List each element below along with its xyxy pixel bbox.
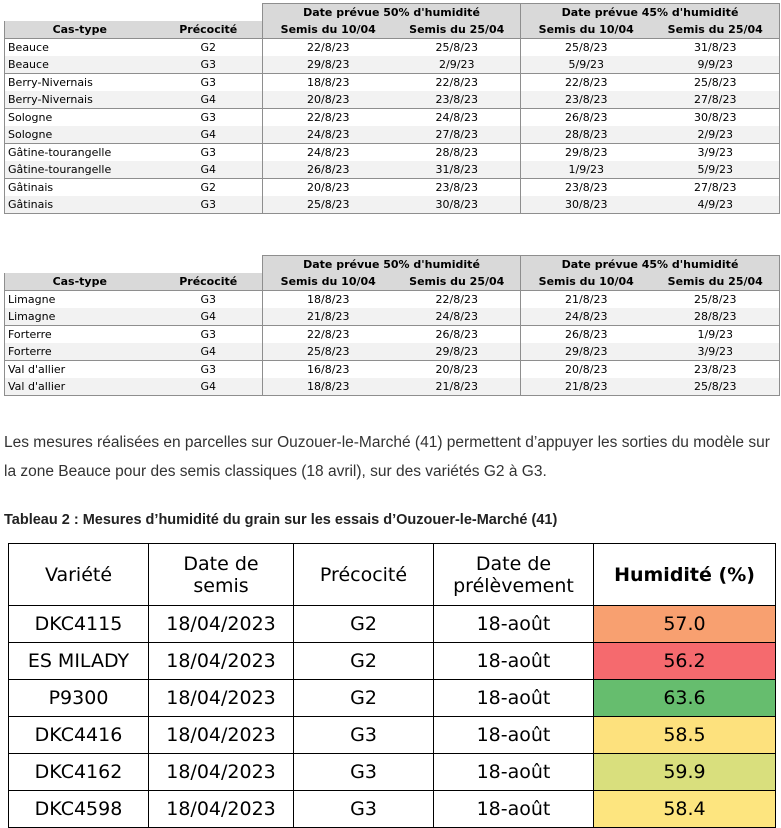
table-cell: G2: [155, 179, 263, 197]
table-cell: 2/9/23: [652, 126, 780, 144]
humidity-cell: 18/04/2023: [149, 754, 294, 791]
humidity-header: Humidité (%): [594, 544, 776, 606]
table-row: [5, 109, 780, 127]
table-cell: G3: [155, 109, 263, 127]
table-cell: Beauce: [5, 39, 155, 57]
humidity-cell: 18/04/2023: [149, 606, 294, 643]
table-cell: 30/8/23: [521, 196, 652, 214]
table-row: [5, 196, 780, 214]
table-cell: Sologne: [5, 109, 155, 127]
table-cell: G3: [155, 144, 263, 162]
table-cell: 29/8/23: [521, 144, 652, 162]
table-row: [5, 308, 780, 326]
table-cell: 26/8/23: [394, 326, 521, 344]
column-header: Précocité: [155, 273, 263, 291]
table-cell: Val d'allier: [5, 378, 155, 396]
table-row: [5, 39, 780, 57]
table-cell: 22/8/23: [263, 39, 394, 57]
table-cell: 27/8/23: [652, 91, 780, 109]
table-cell: 29/8/23: [521, 343, 652, 361]
humidity-cell: 18/04/2023: [149, 643, 294, 680]
table-cell: Gâtinais: [5, 179, 155, 197]
table-cell: 25/8/23: [652, 378, 780, 396]
table-cell: G4: [155, 126, 263, 144]
humidity-cell: 18-août: [434, 717, 594, 754]
table-row: [5, 144, 780, 162]
table-cell: 31/8/23: [394, 161, 521, 179]
table-row: [5, 91, 780, 109]
group-header-row: [5, 4, 780, 22]
humidity-cell: ES MILADY: [9, 643, 149, 680]
column-header: Cas-type: [5, 21, 155, 39]
humidity-row: [9, 717, 776, 754]
table-cell: Limagne: [5, 291, 155, 309]
forecast-table-1: [4, 3, 780, 214]
column-header: Précocité: [155, 21, 263, 39]
humidity-value: 58.4: [594, 791, 776, 828]
humidity-value: 59.9: [594, 754, 776, 791]
blank-cell: [5, 4, 263, 22]
table-cell: 20/8/23: [521, 361, 652, 379]
table-cell: 20/8/23: [394, 361, 521, 379]
table-cell: 27/8/23: [394, 126, 521, 144]
table-cell: Sologne: [5, 126, 155, 144]
forecast-table-2: [4, 255, 780, 396]
table-cell: G4: [155, 308, 263, 326]
table-cell: 3/9/23: [652, 343, 780, 361]
table-cell: 28/8/23: [394, 144, 521, 162]
table-cell: 21/8/23: [521, 291, 652, 309]
table-row: [5, 343, 780, 361]
table-cell: 24/8/23: [394, 109, 521, 127]
table-cell: G3: [155, 196, 263, 214]
column-header: Semis du 25/04: [652, 273, 780, 291]
table-caption: Tableau 2 : Mesures d’humidité du grain sur les essais d’Ouzouer-le-Marché (41): [4, 512, 558, 528]
table-cell: G4: [155, 378, 263, 396]
table-cell: 20/8/23: [263, 179, 394, 197]
humidity-cell: DKC4115: [9, 606, 149, 643]
humidity-cell: G2: [294, 680, 434, 717]
humidity-value: 57.0: [594, 606, 776, 643]
humidity-cell: 18/04/2023: [149, 791, 294, 828]
table-cell: 25/8/23: [263, 196, 394, 214]
body-paragraph: Les mesures réalisées en parcelles sur Ouzouer-le-Marché (41) permettent d’appuyer les sorties du modèle sur la zone Beauce pour des semis classiques (18 avril), sur des variétés G2 à G3.: [4, 434, 770, 480]
group-header: Date prévue 50% d'humidité: [263, 256, 521, 274]
column-header: Semis du 10/04: [521, 21, 652, 39]
column-header-row: [5, 273, 780, 291]
humidity-cell: 18-août: [434, 643, 594, 680]
humidity-table: [8, 543, 776, 828]
table-cell: Berry-Nivernais: [5, 91, 155, 109]
table-cell: G3: [155, 291, 263, 309]
table-cell: 21/8/23: [394, 378, 521, 396]
column-header: Semis du 25/04: [394, 21, 521, 39]
humidity-value: 56.2: [594, 643, 776, 680]
table-cell: 18/8/23: [263, 291, 394, 309]
humidity-cell: 18-août: [434, 680, 594, 717]
column-header: Cas-type: [5, 273, 155, 291]
humidity-cell: P9300: [9, 680, 149, 717]
table-cell: Gâtine-tourangelle: [5, 144, 155, 162]
humidity-cell: 18-août: [434, 754, 594, 791]
table-cell: 27/8/23: [652, 179, 780, 197]
table-cell: 25/8/23: [521, 39, 652, 57]
humidity-cell: 18-août: [434, 606, 594, 643]
table-cell: 28/8/23: [521, 126, 652, 144]
humidity-cell: 18/04/2023: [149, 717, 294, 754]
table-cell: 5/9/23: [652, 161, 780, 179]
table-cell: G2: [155, 39, 263, 57]
humidity-cell: DKC4416: [9, 717, 149, 754]
table-cell: 29/8/23: [394, 343, 521, 361]
group-header: Date prévue 45% d'humidité: [521, 256, 780, 274]
humidity-row: [9, 680, 776, 717]
table-row: [5, 56, 780, 74]
humidity-header: Précocité: [294, 544, 434, 606]
humidity-row: [9, 791, 776, 828]
table-cell: 24/8/23: [394, 308, 521, 326]
table-cell: 29/8/23: [263, 56, 394, 74]
table-cell: G3: [155, 56, 263, 74]
humidity-cell: G3: [294, 791, 434, 828]
table-cell: Forterre: [5, 326, 155, 344]
table-cell: 22/8/23: [521, 74, 652, 92]
table-cell: 22/8/23: [263, 326, 394, 344]
table-row: [5, 361, 780, 379]
table-cell: 25/8/23: [263, 343, 394, 361]
table-cell: G4: [155, 161, 263, 179]
table-row: [5, 326, 780, 344]
column-header: Semis du 10/04: [263, 21, 394, 39]
humidity-header: Variété: [9, 544, 149, 606]
table-cell: 23/8/23: [394, 179, 521, 197]
table-cell: Berry-Nivernais: [5, 74, 155, 92]
table-cell: 24/8/23: [263, 144, 394, 162]
table-cell: 5/9/23: [521, 56, 652, 74]
column-header: Semis du 10/04: [521, 273, 652, 291]
table-cell: 22/8/23: [394, 74, 521, 92]
table-cell: 21/8/23: [263, 308, 394, 326]
humidity-cell: 18/04/2023: [149, 680, 294, 717]
table-cell: 23/8/23: [521, 179, 652, 197]
table-row: [5, 291, 780, 309]
humidity-cell: DKC4598: [9, 791, 149, 828]
table-cell: 18/8/23: [263, 74, 394, 92]
humidity-cell: G3: [294, 717, 434, 754]
table-cell: 31/8/23: [652, 39, 780, 57]
table-cell: 22/8/23: [263, 109, 394, 127]
table-cell: 30/8/23: [394, 196, 521, 214]
table-row: [5, 179, 780, 197]
table-cell: 3/9/23: [652, 144, 780, 162]
humidity-cell: DKC4162: [9, 754, 149, 791]
humidity-value: 58.5: [594, 717, 776, 754]
humidity-header: Date de prélèvement: [434, 544, 594, 606]
table-cell: 25/8/23: [652, 74, 780, 92]
table-cell: 21/8/23: [521, 378, 652, 396]
humidity-row: [9, 754, 776, 791]
column-header-row: [5, 21, 780, 39]
table-cell: 23/8/23: [521, 91, 652, 109]
table-cell: 18/8/23: [263, 378, 394, 396]
column-header: Semis du 25/04: [652, 21, 780, 39]
table-cell: 4/9/23: [652, 196, 780, 214]
table-cell: 23/8/23: [652, 361, 780, 379]
blank-cell: [5, 256, 263, 274]
table-cell: G3: [155, 74, 263, 92]
column-header: Semis du 25/04: [394, 273, 521, 291]
table-cell: Beauce: [5, 56, 155, 74]
table-cell: G4: [155, 343, 263, 361]
table-row: [5, 161, 780, 179]
table-cell: 24/8/23: [521, 308, 652, 326]
humidity-row: [9, 643, 776, 680]
table-cell: 26/8/23: [521, 109, 652, 127]
group-header-row: [5, 256, 780, 274]
humidity-cell: G3: [294, 754, 434, 791]
humidity-value: 63.6: [594, 680, 776, 717]
column-header: Semis du 10/04: [263, 273, 394, 291]
table-cell: Forterre: [5, 343, 155, 361]
table-row: [5, 378, 780, 396]
table-cell: 16/8/23: [263, 361, 394, 379]
humidity-header-row: [9, 544, 776, 606]
humidity-header: Date de semis: [149, 544, 294, 606]
table-cell: G3: [155, 326, 263, 344]
table-cell: Val d'allier: [5, 361, 155, 379]
table-cell: 23/8/23: [394, 91, 521, 109]
group-header: Date prévue 45% d'humidité: [521, 4, 780, 22]
table-cell: 28/8/23: [652, 308, 780, 326]
table-cell: 26/8/23: [263, 161, 394, 179]
table-cell: 1/9/23: [521, 161, 652, 179]
group-header: Date prévue 50% d'humidité: [263, 4, 521, 22]
table-cell: 25/8/23: [394, 39, 521, 57]
table-cell: G3: [155, 361, 263, 379]
table-cell: Limagne: [5, 308, 155, 326]
table-cell: 9/9/23: [652, 56, 780, 74]
table-cell: 20/8/23: [263, 91, 394, 109]
table-cell: G4: [155, 91, 263, 109]
table-cell: 22/8/23: [394, 291, 521, 309]
table-cell: 25/8/23: [652, 291, 780, 309]
table-cell: 26/8/23: [521, 326, 652, 344]
table-cell: 2/9/23: [394, 56, 521, 74]
table-cell: 1/9/23: [652, 326, 780, 344]
humidity-cell: 18-août: [434, 791, 594, 828]
table-cell: Gâtine-tourangelle: [5, 161, 155, 179]
table-row: [5, 74, 780, 92]
table-cell: Gâtinais: [5, 196, 155, 214]
table-row: [5, 126, 780, 144]
humidity-cell: G2: [294, 643, 434, 680]
table-cell: 30/8/23: [652, 109, 780, 127]
table-cell: 24/8/23: [263, 126, 394, 144]
humidity-cell: G2: [294, 606, 434, 643]
humidity-row: [9, 606, 776, 643]
